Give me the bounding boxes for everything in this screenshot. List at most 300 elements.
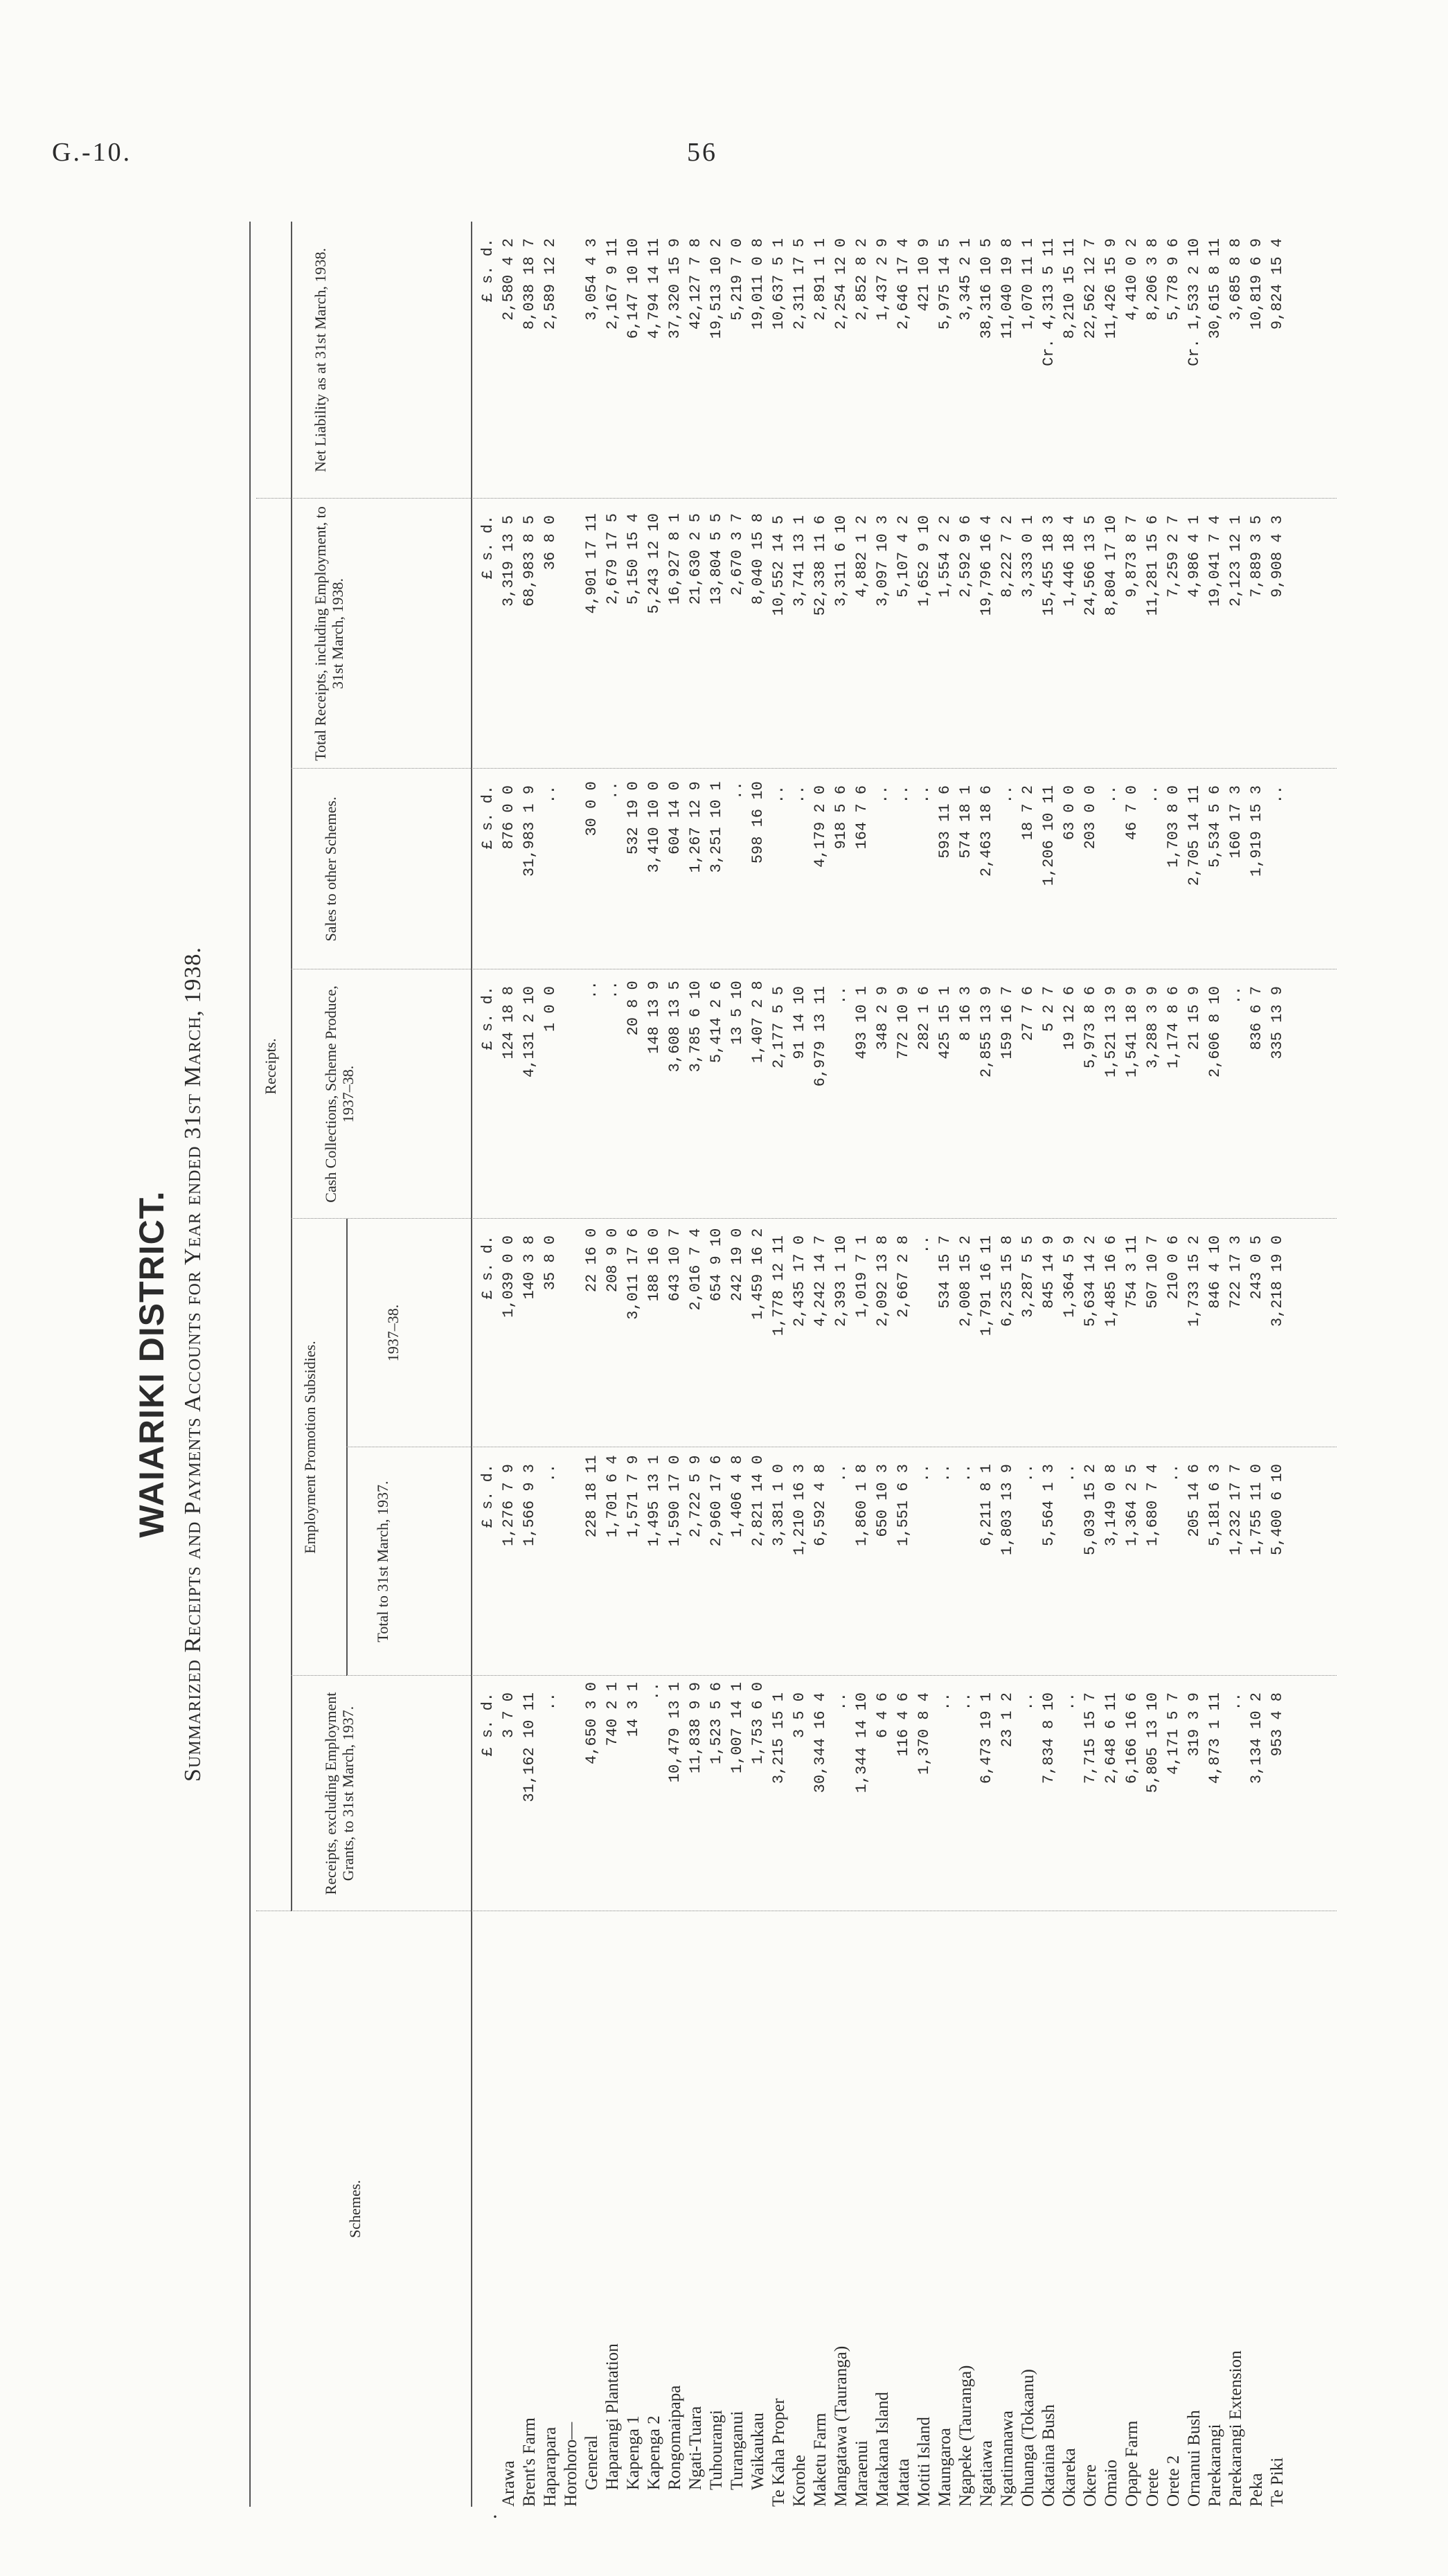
- cell-cash: 836 6 7: [1248, 986, 1265, 1050]
- scheme-name: Okere: [1081, 2464, 1100, 2507]
- cell-ey: 2,393 1 10: [832, 1235, 850, 1327]
- cell-sales: 604 14 0: [666, 781, 683, 855]
- cell-cash: 13 5 10: [729, 981, 746, 1045]
- cell-tot: 2,670 3 7: [729, 513, 746, 596]
- table-row: [873, 222, 893, 2507]
- cell-sales: 18 7 2: [1019, 785, 1037, 841]
- cell-ey: 754 3 11: [1123, 1235, 1141, 1309]
- cell-tot: 5,150 15 4: [625, 513, 642, 605]
- scheme-name: Ngapeke (Tauranga): [956, 2365, 975, 2507]
- cell-r: [561, 1676, 582, 1911]
- cell-net: 2,580 4 2: [500, 238, 517, 321]
- cell-et: 5,400 6 10: [1269, 1464, 1286, 1556]
- cell-r: 1,344 14 10: [853, 1692, 870, 1794]
- cell-r: 4,171 5 7: [1165, 1692, 1182, 1775]
- scheme-name: Ngatiawa: [977, 2440, 996, 2507]
- cell-tot: 5,243 12 10: [645, 513, 663, 614]
- document-subtitle: Summarized Receipts and Payments Accounts for Year ended 31st March, 1938.: [180, 947, 206, 1782]
- cell-tot: 16,927 8 1: [666, 513, 683, 605]
- cell-et: ..: [832, 1464, 850, 1483]
- cell-net: 8,210 15 11: [1061, 238, 1078, 339]
- table-row: [935, 222, 956, 2507]
- cell-ey: ..: [915, 1235, 933, 1254]
- cell-sales: ..: [874, 785, 891, 804]
- header-cash: Cash Collections, Scheme Produce, 1937–38.: [322, 985, 357, 1203]
- cell-ey: 3,011 17 6: [625, 1228, 642, 1320]
- cell-r: 740 2 1: [604, 1682, 621, 1746]
- scheme-name: Matata: [894, 2458, 913, 2507]
- table-row: [831, 222, 852, 2507]
- cell-sales: ..: [604, 781, 621, 800]
- cell-cash: ..: [832, 986, 850, 1005]
- scheme-name: Okataina Bush: [1039, 2404, 1058, 2507]
- cell-et: [561, 1447, 582, 1676]
- cell-et: 1,406 4 8: [729, 1455, 746, 1538]
- cell-tot: 52,338 11 6: [812, 515, 829, 616]
- scheme-name: Motiti Island: [915, 2417, 933, 2507]
- scheme-name: Orete 2: [1164, 2455, 1183, 2507]
- cell-r: ..: [1061, 1692, 1078, 1711]
- scheme-name: Kapenga 1: [624, 2415, 643, 2490]
- cell-cash: 1,407 2 8: [749, 981, 767, 1064]
- cell-cash: 91 14 10: [791, 986, 808, 1059]
- cell-cash: 425 15 1: [936, 986, 954, 1059]
- cell-r: 30,344 16 4: [812, 1692, 829, 1794]
- cell-net: 30,615 8 11: [1206, 238, 1224, 339]
- cell-et: 228 18 11: [583, 1455, 600, 1538]
- cell-et: 2,722 5 9: [687, 1455, 704, 1538]
- cell-cash: 1,521 13 9: [1102, 986, 1120, 1078]
- cell-ey: 1,778 12 11: [770, 1235, 787, 1336]
- header-total-receipts: Total Receipts, including Employment, to 31st March, 1938.: [312, 506, 346, 761]
- cell-et: ..: [915, 1464, 933, 1483]
- cell-ey: 140 3 8: [521, 1235, 538, 1300]
- cell-ey: 242 19 0: [729, 1228, 746, 1302]
- cell-sales: ..: [1144, 785, 1161, 804]
- table-row: [1226, 222, 1246, 2507]
- cell-net: 37,320 15 9: [666, 238, 683, 339]
- cell-net: 2,852 8 2: [853, 238, 870, 321]
- cell-sales: 574 18 1: [957, 785, 974, 859]
- scheme-name: Maketu Farm: [811, 2413, 830, 2507]
- cell-ey: 208 9 0: [604, 1228, 621, 1293]
- scheme-name: Korohe: [790, 2455, 809, 2507]
- cell-et: 1,276 7 9: [500, 1464, 517, 1546]
- cell-net: 38,316 10 5: [978, 238, 995, 339]
- scheme-name: Ohuanga (Tokaanu): [1019, 2369, 1037, 2507]
- cell-tot: 3,097 10 3: [874, 515, 891, 607]
- cell-et: ..: [1061, 1464, 1078, 1483]
- table-body: [478, 222, 1288, 2507]
- cell-cash: 5,414 2 6: [708, 981, 725, 1064]
- table-row: [540, 222, 561, 2507]
- cell-r: 116 4 6: [895, 1692, 912, 1757]
- cell-r: ..: [542, 1692, 559, 1711]
- cell-cash: 5,973 8 6: [1082, 986, 1099, 1068]
- table-row: [1018, 222, 1039, 2507]
- scheme-name: Haparangi Plantation: [603, 2343, 622, 2490]
- cell-ey: 243 0 5: [1248, 1235, 1265, 1300]
- cell-r: ..: [957, 1692, 974, 1711]
- cell-tot: 4,901 17 11: [583, 513, 600, 614]
- cell-tot: 3,319 13 5: [500, 515, 517, 607]
- cell-et: 650 10 3: [874, 1464, 891, 1537]
- scheme-name: Orete: [1143, 2468, 1162, 2507]
- cell-r: 31,162 10 11: [521, 1692, 538, 1803]
- cell-tot: 8,222 7 2: [999, 515, 1016, 598]
- cell-tot: 13,804 5 5: [708, 513, 725, 605]
- cell-cash: 1,174 8 6: [1165, 986, 1182, 1068]
- cell-ey: 2,008 15 2: [957, 1235, 974, 1327]
- cell-net: 11,426 15 9: [1102, 238, 1120, 339]
- table-row: [1267, 222, 1288, 2507]
- cell-sales: 532 19 0: [625, 781, 642, 855]
- table-row: [1101, 222, 1122, 2507]
- cell-sales: 30 0 0: [583, 781, 600, 837]
- cell-sales: ..: [999, 785, 1016, 804]
- cell-tot: 36 8 0: [542, 515, 559, 571]
- cell-tot: 10,552 14 5: [770, 515, 787, 616]
- table-row: [561, 222, 582, 2507]
- cell-tot: 8,040 15 8: [749, 513, 767, 605]
- table-row: [769, 222, 789, 2507]
- page-number: 56: [687, 138, 717, 167]
- cell-r: ..: [936, 1692, 954, 1711]
- cell-tot: 7,259 2 7: [1165, 515, 1182, 598]
- cell-net: 8,206 3 8: [1144, 238, 1161, 321]
- table-row: [519, 222, 540, 2507]
- cell-r: 4,650 3 0: [583, 1682, 600, 1764]
- cell-cash: 1 0 0: [542, 986, 559, 1032]
- cell-cash: 1,541 18 9: [1123, 986, 1141, 1078]
- cell-et: 1,590 17 0: [666, 1455, 683, 1547]
- cell-sales: 1,919 15 3: [1248, 785, 1265, 877]
- header-receipts-excl: Receipts, excluding Employment Grants, to 31st March, 1937.: [322, 1692, 357, 1895]
- header-net-liability: Net Liability as at 31st March, 1938.: [312, 248, 329, 472]
- scheme-name: Kapenga 2: [645, 2415, 663, 2490]
- cell-net: 2,589 12 2: [542, 238, 559, 330]
- scheme-name: Okareka: [1060, 2448, 1079, 2507]
- cell-r: 10,479 13 1: [666, 1682, 683, 1783]
- cell-sales: 3,410 10 0: [645, 781, 663, 873]
- cell-ey: 2,435 17 0: [791, 1235, 808, 1327]
- scheme-name: Ornanui Bush: [1185, 2410, 1204, 2507]
- cell-et: ..: [936, 1464, 954, 1483]
- cell-cash: 335 13 9: [1269, 986, 1286, 1059]
- cell-cash: 3,288 3 9: [1144, 986, 1161, 1068]
- cell-net: Cr. 4,313 5 11: [1040, 238, 1057, 366]
- cell-tot: 1,652 9 10: [915, 515, 933, 607]
- cell-tot: 21,630 2 5: [687, 513, 704, 605]
- cell-sales: 2,705 14 11: [1186, 785, 1203, 886]
- cell-ey: 1,733 15 2: [1186, 1235, 1203, 1327]
- table-row: [956, 222, 976, 2507]
- cell-r: ..: [1019, 1692, 1037, 1711]
- cell-tot: 19,796 16 4: [978, 515, 995, 616]
- cell-r: 6,166 16 6: [1123, 1692, 1141, 1785]
- scheme-name: Te Kaha Proper: [769, 2398, 788, 2507]
- scheme-name: Maungaroa: [936, 2428, 954, 2507]
- cell-tot: [561, 499, 582, 769]
- table-row: [810, 222, 831, 2507]
- cell-ey: 1,019 7 1: [853, 1235, 870, 1318]
- cell-tot: 9,908 4 3: [1269, 515, 1286, 598]
- cell-r: 1,523 5 6: [708, 1682, 725, 1764]
- cell-r: 319 3 9: [1186, 1692, 1203, 1757]
- cell-r: 7,715 15 7: [1082, 1692, 1099, 1785]
- cell-net: 19,513 10 2: [708, 238, 725, 339]
- table-top-rule: [249, 222, 251, 2507]
- cell-r: ..: [645, 1682, 663, 1701]
- cell-tot: 24,566 13 5: [1082, 515, 1099, 616]
- cell-tot: 1,554 2 2: [936, 515, 954, 598]
- cell-et: 1,210 16 3: [791, 1464, 808, 1556]
- cell-et: ..: [957, 1464, 974, 1483]
- header-emp-group: Employment Promotion Subsidies.: [301, 1341, 319, 1554]
- cell-et: 2,960 17 6: [708, 1455, 725, 1547]
- cell-et: 1,860 1 8: [853, 1464, 870, 1546]
- cell-ey: 35 8 0: [542, 1235, 559, 1291]
- cell-tot: 9,873 8 7: [1123, 515, 1141, 598]
- cell-sales: [561, 769, 582, 969]
- cell-et: 1,571 7 9: [625, 1455, 642, 1538]
- cell-et: 3,381 1 0: [770, 1464, 787, 1546]
- cell-r: 7,834 8 10: [1040, 1692, 1057, 1785]
- cell-cash: 19 12 6: [1061, 986, 1078, 1050]
- cell-et: 2,821 14 0: [749, 1455, 767, 1547]
- cell-tot: 68,983 8 5: [521, 515, 538, 607]
- table-row: [1143, 222, 1163, 2507]
- cell-et: 1,755 11 0: [1248, 1464, 1265, 1556]
- table-row: [644, 222, 665, 2507]
- cell-sales: 203 0 0: [1082, 785, 1099, 850]
- cell-r: 3 5 0: [791, 1692, 808, 1739]
- cell-r: 1,753 6 0: [749, 1682, 767, 1764]
- cell-cash: 148 13 9: [645, 981, 663, 1054]
- cell-sales: 46 7 0: [1123, 785, 1141, 841]
- cell-ey: 22 16 0: [583, 1228, 600, 1293]
- cell-et: 1,680 7 4: [1144, 1464, 1161, 1546]
- cell-r: 6,473 19 1: [978, 1692, 995, 1785]
- scheme-name: Parekarangi: [1206, 2424, 1224, 2507]
- cell-et: 6,592 4 8: [812, 1464, 829, 1546]
- cell-ey: 2,092 13 8: [874, 1235, 891, 1327]
- cell-ey: 846 4 10: [1206, 1235, 1224, 1309]
- cell-et: 205 14 6: [1186, 1464, 1203, 1537]
- scheme-name: Horohoro—: [562, 2422, 580, 2507]
- cell-sales: ..: [791, 785, 808, 804]
- cell-cash: 8 16 3: [957, 986, 974, 1041]
- cell-tot: 2,592 9 6: [957, 515, 974, 598]
- cell-net: 4,794 14 11: [645, 238, 663, 339]
- scheme-name: Tuhourangi: [707, 2410, 726, 2490]
- cell-cash: 2,855 13 9: [978, 986, 995, 1078]
- cell-cash: [561, 969, 582, 1219]
- cell-tot: 2,679 17 5: [604, 513, 621, 605]
- cell-cash: ..: [583, 981, 600, 999]
- cell-sales: 1,703 8 0: [1165, 785, 1182, 868]
- cell-tot: 8,804 17 10: [1102, 515, 1120, 616]
- header-emp-total: Total to 31st March, 1937.: [374, 1481, 391, 1643]
- cell-cash: ..: [604, 981, 621, 999]
- cell-net: 3,054 4 3: [583, 238, 600, 321]
- cell-net: 421 10 9: [915, 238, 933, 312]
- cell-net: 2,891 1 1: [812, 238, 829, 321]
- scheme-name: Omaio: [1102, 2459, 1120, 2507]
- scheme-name: Parekarangi Extension: [1226, 2350, 1245, 2507]
- cell-r: 23 1 2: [999, 1692, 1016, 1748]
- cell-cash: 772 10 9: [895, 986, 912, 1059]
- header-schemes: Schemes.: [346, 2180, 364, 2238]
- cell-tot: 11,281 15 6: [1144, 515, 1161, 616]
- cell-net: 3,685 8 8: [1227, 238, 1244, 321]
- cell-tot: 7,889 3 5: [1248, 515, 1265, 598]
- cell-ey: 2,667 2 8: [895, 1235, 912, 1318]
- scheme-name: General: [582, 2435, 601, 2490]
- cell-net: 5,778 9 6: [1165, 238, 1182, 321]
- cell-ey: 3,218 19 0: [1269, 1235, 1286, 1327]
- cell-sales: 4,179 2 0: [812, 785, 829, 868]
- cell-net: 8,038 18 7: [521, 238, 538, 330]
- cell-et: 1,803 13 9: [999, 1464, 1016, 1556]
- cell-sales: 5,534 5 6: [1206, 785, 1224, 868]
- cell-net: 10,637 5 1: [770, 238, 787, 330]
- cell-tot: 3,311 6 10: [832, 515, 850, 607]
- cell-tot: 4,882 1 2: [853, 515, 870, 598]
- cell-cash: ..: [1227, 986, 1244, 1005]
- scheme-name: Arawa: [499, 2460, 518, 2507]
- scheme-name: Maraenui: [852, 2440, 871, 2507]
- cell-tot: 15,455 18 3: [1040, 515, 1057, 616]
- cell-ey: 845 14 9: [1040, 1235, 1057, 1309]
- table-row: [997, 222, 1018, 2507]
- table-row: [665, 222, 686, 2507]
- scheme-name: Turanganui: [728, 2410, 747, 2490]
- table-row: [727, 222, 748, 2507]
- cell-sales: ..: [915, 785, 933, 804]
- cell-cash: 3,608 13 5: [666, 981, 683, 1073]
- cell-sales: 31,983 1 9: [521, 785, 538, 877]
- cell-cash: 4,131 2 10: [521, 986, 538, 1078]
- cell-sales: 1,267 12 9: [687, 781, 704, 873]
- cell-r: 4,873 1 11: [1206, 1692, 1224, 1785]
- cell-r: 14 3 1: [625, 1682, 642, 1737]
- cell-net: 2,311 17 5: [791, 238, 808, 330]
- scheme-name: Te Piki: [1268, 2457, 1287, 2507]
- table-row: [914, 222, 935, 2507]
- cell-r: 3 7 0: [500, 1692, 517, 1739]
- cell-ey: 1,791 16 11: [978, 1235, 995, 1336]
- cell-ey: 188 16 0: [645, 1228, 663, 1302]
- cell-r: 2,648 6 11: [1102, 1692, 1120, 1785]
- cell-r: 11,838 9 9: [687, 1682, 704, 1774]
- table-row: [1184, 222, 1205, 2507]
- cell-tot: 19,041 7 4: [1206, 515, 1224, 607]
- scheme-name: Opape Farm: [1123, 2420, 1141, 2507]
- cell-net: 5,975 14 5: [936, 238, 954, 330]
- cell-et: 5,564 1 3: [1040, 1464, 1057, 1546]
- cell-net: 9,824 15 4: [1269, 238, 1286, 330]
- cell-sales: 164 7 6: [853, 785, 870, 850]
- cell-cash: 159 16 7: [999, 986, 1016, 1059]
- cell-r: 5,805 13 10: [1144, 1692, 1161, 1794]
- table-row: [582, 222, 602, 2507]
- cell-sales: ..: [729, 781, 746, 800]
- cell-cash: 124 18 8: [500, 986, 517, 1059]
- cell-net: 22,562 12 7: [1082, 238, 1099, 339]
- cell-ey: 654 9 10: [708, 1228, 725, 1302]
- cell-ey: [561, 1219, 582, 1447]
- table-row: [1163, 222, 1184, 2507]
- cell-cash: 348 2 9: [874, 986, 891, 1050]
- cell-net: 5,219 7 0: [729, 238, 746, 321]
- cell-et: 1,551 6 3: [895, 1464, 912, 1546]
- cell-tot: 4,986 4 1: [1186, 515, 1203, 598]
- table-row: [893, 222, 914, 2507]
- table-row: [1122, 222, 1143, 2507]
- cell-sales: ..: [895, 785, 912, 804]
- cell-r: 3,215 15 1: [770, 1692, 787, 1785]
- cell-et: 1,566 9 3: [521, 1464, 538, 1546]
- scheme-name: Rongomaipapa: [665, 2385, 684, 2490]
- scheme-name: Ngatimanawa: [998, 2410, 1017, 2507]
- cell-net: 19,011 0 8: [749, 238, 767, 330]
- cell-et: 5,039 15 2: [1082, 1464, 1099, 1556]
- cell-ey: 4,242 14 7: [812, 1235, 829, 1327]
- cell-cash: 27 7 6: [1019, 986, 1037, 1041]
- cell-cash: 2,606 8 10: [1206, 986, 1224, 1078]
- cell-sales: 160 17 3: [1227, 785, 1244, 859]
- table-row: [1246, 222, 1267, 2507]
- cell-net: [561, 222, 582, 499]
- table-row: [1060, 222, 1080, 2507]
- cell-et: ..: [542, 1464, 559, 1483]
- cell-et: 3,149 0 8: [1102, 1464, 1120, 1546]
- scheme-name: Mangatawa (Tauranga): [832, 2345, 850, 2507]
- cell-ey: 1,459 16 2: [749, 1228, 767, 1320]
- cell-sales: 918 5 6: [832, 785, 850, 850]
- cell-net: 2,167 9 11: [604, 238, 621, 330]
- cell-et: 6,211 8 1: [978, 1464, 995, 1546]
- table-row: [706, 222, 727, 2507]
- cell-tot: 5,107 4 2: [895, 515, 912, 598]
- table-header: [256, 222, 471, 2507]
- table-row: [748, 222, 769, 2507]
- page-ref: G.-10.: [52, 138, 132, 167]
- cell-ey: 210 0 6: [1165, 1235, 1182, 1300]
- cell-ey: 1,039 0 0: [500, 1235, 517, 1318]
- cell-r: 6 4 6: [874, 1692, 891, 1739]
- cell-et: 1,232 17 7: [1227, 1464, 1244, 1556]
- cell-sales: 876 0 0: [500, 785, 517, 850]
- scheme-name: Haparapara: [541, 2426, 560, 2507]
- cell-net: 11,040 19 8: [999, 238, 1016, 339]
- cell-ey: 507 10 7: [1144, 1235, 1161, 1309]
- cell-net: 10,819 6 9: [1248, 238, 1265, 330]
- header-emp-year: 1937–38.: [384, 1304, 402, 1362]
- table-row: [623, 222, 644, 2507]
- cell-sales: 63 0 0: [1061, 785, 1078, 841]
- cell-cash: 282 1 6: [915, 986, 933, 1050]
- cell-r: 953 4 8: [1269, 1692, 1286, 1757]
- cell-ey: 722 17 3: [1227, 1235, 1244, 1309]
- table-row: [1205, 222, 1226, 2507]
- cell-tot: 1,446 18 4: [1061, 515, 1078, 607]
- cell-tot: 3,333 0 1: [1019, 515, 1037, 598]
- cell-cash: 3,785 6 10: [687, 981, 704, 1073]
- scheme-name: Peka: [1247, 2473, 1266, 2507]
- cell-et: 1,701 6 4: [604, 1455, 621, 1538]
